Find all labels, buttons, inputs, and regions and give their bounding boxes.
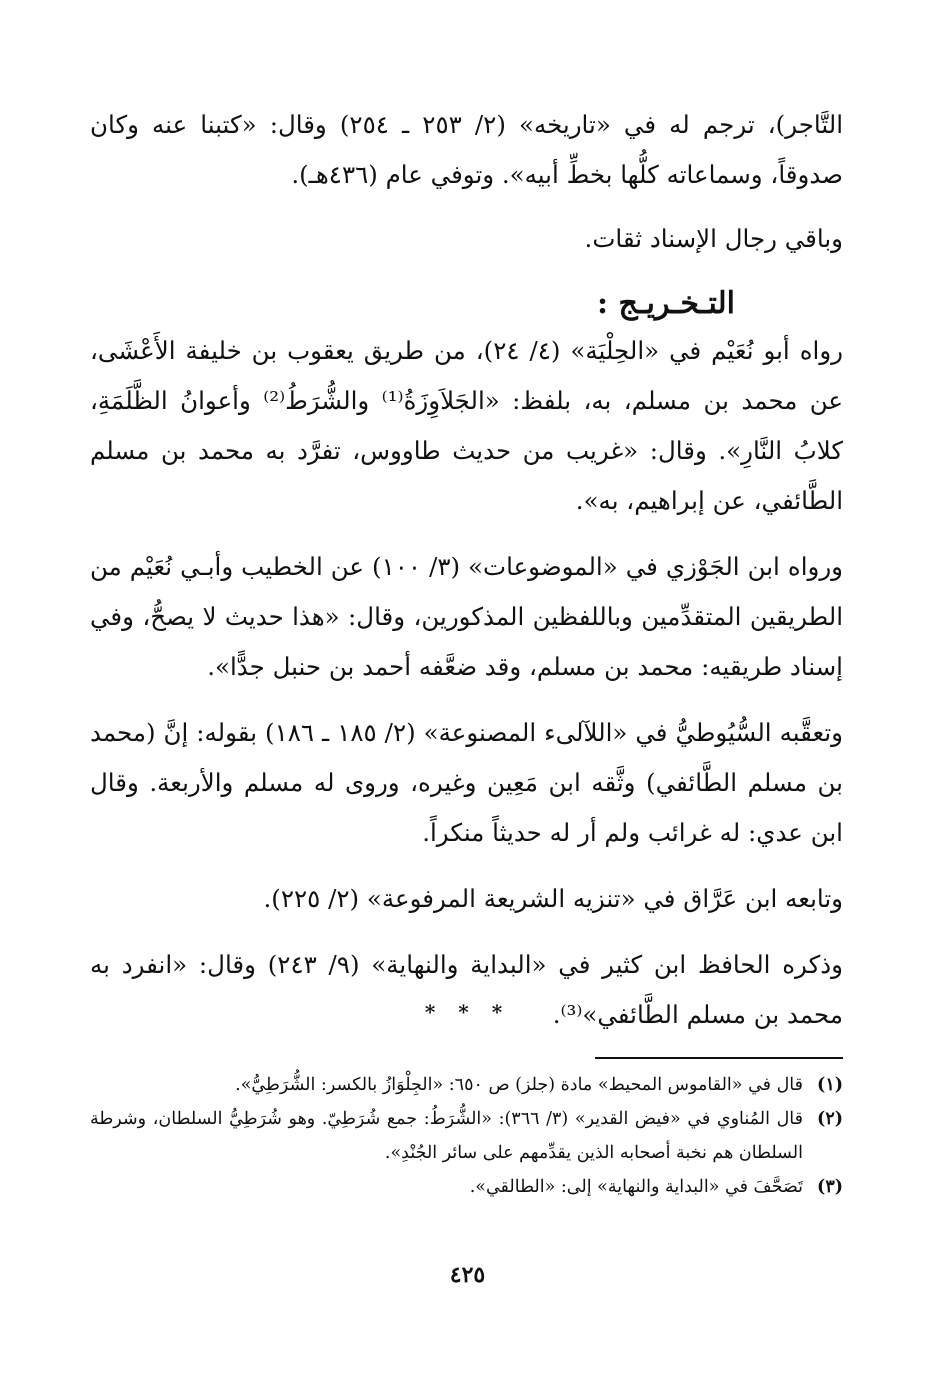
- footnote: [90, 1102, 843, 1170]
- paragraph-narrators-trusted: وباقي رجال الإسناد ثقات.: [584, 224, 843, 253]
- footnote-text: تَصَحَّفَ في «البداية والنهاية» إلى: «الطالقي».: [469, 1177, 803, 1197]
- paragraph-suyuti: وتعقَّبه السُّيُوطيُّ في «اللآلىء المصنوعة» (٢/ ١٨٥ ـ ١٨٦) بقوله: إنَّ (محمد بن مسلم الطَّائفي) وثَّقه ابن مَعِين وغيره، وروى له مسلم والأربعة. وقال ابن عدي: له غرائب ولم أر له حديثاً منكراً.: [90, 718, 843, 847]
- main-text: [90, 100, 843, 1040]
- footnote-text: قال المُناوي في «فيض القدير» (٣/ ٣٦٦): «الشُّرَطُ: جمع شُرَطِيّ. وهو شُرَطِيُّ السلطان، وشرطة السلطان هم نخبة أصحابه الذين يقدِّمهم على سائر الجُنْدِ».: [90, 1109, 803, 1163]
- footnote: [90, 1068, 843, 1102]
- page-number: ٤٢٥: [449, 1262, 486, 1288]
- paragraph-ibn-kathir: وذكره الحافظ ابن كثير في «البداية والنهاية» (٩/ ٢٤٣) وقال: «انفرد به محمد بن مسلم الطَّائفي»⁽³⁾.: [90, 950, 843, 1029]
- footnote-number: (٢): [817, 1109, 843, 1129]
- paragraph-abu-nuaym: رواه أبو نُعَيْم في «الحِلْيَة» (٤/ ٢٤)، من طريق يعقوب بن خليفة الأَعْشَى، عن محمد بن مسلم، به، بلفظ: «الجَلاَوِزَةُ⁽¹⁾ والشُّرَطُ⁽²⁾ وأعوانُ الظَّلَمَةِ، كلابُ النَّارِ». وقال: «غريب من حديث طاووس، تفرَّد به محمد بن مسلم الطَّائفي، عن إبراهيم، به».: [90, 336, 844, 515]
- paragraph-ibn-arraq: وتابعه ابن عَرَّاق في «تنزيه الشريعة المرفوعة» (٢/ ٢٢٥).: [263, 884, 843, 913]
- paragraph-ibn-jawzi: ورواه ابن الجَوْزي في «الموضوعات» (٣/ ١٠٠) عن الخطيب وأبـي نُعَيْم من الطريقين المتقدِّمين وباللفظين المذكورين، وقال: «هذا حديث لا يصحُّ، وفي إسناد طريقيه: محمد بن مسلم، وقد ضعَّفه أحمد بن حنبل جدًّا».: [90, 552, 843, 681]
- section-heading: التـخـريـج :: [596, 286, 735, 321]
- footnote-number: (٣): [817, 1177, 843, 1197]
- footnotes: [90, 1068, 843, 1204]
- footnote-number: (١): [817, 1075, 843, 1095]
- footnote: [90, 1170, 843, 1204]
- footnote-divider: [595, 1057, 843, 1059]
- paragraph-narrator-bio: التَّاجر)، ترجم له في «تاريخه» (٢/ ٢٥٣ ـ ٢٥٤) وقال: «كتبنا عنه وكان صدوقاً، وسماعاته كلُّها بخطِّ أبيه». وتوفي عام (٤٣٦هـ).: [90, 110, 844, 189]
- footnote-text: قال في «القاموس المحيط» مادة (جلز) ص ٦٥٠: «الجِلْوَازُ بالكسر: الشُّرَطِيُّ».: [235, 1075, 803, 1095]
- section-separator: * * *: [424, 1000, 511, 1024]
